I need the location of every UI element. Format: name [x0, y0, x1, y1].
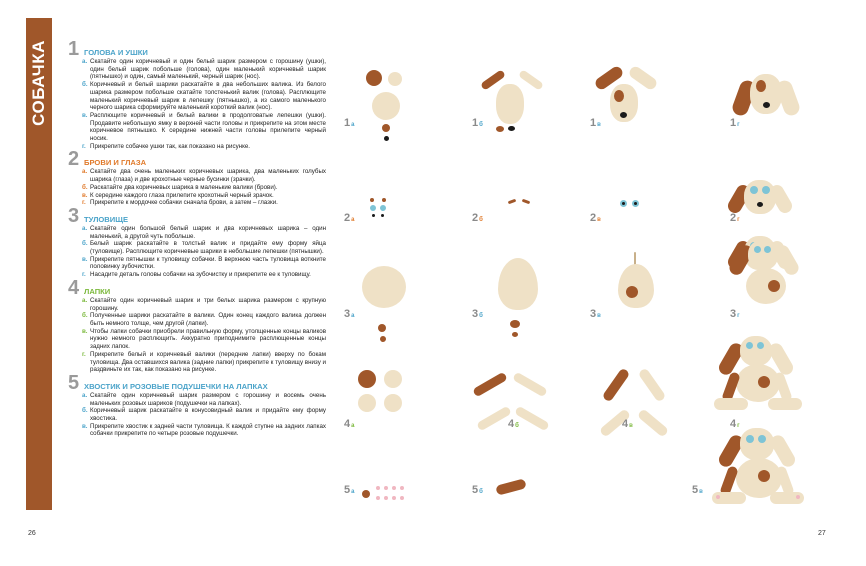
step-letter: г.	[82, 142, 86, 150]
step-text: Скатайте один коричневый и один белый шарик размером с горошину (ушки), один белый шарик побольше (голова), один маленький коричневый шарик (пятнышко) и один, самый маленький, черный шарик (нос).	[90, 58, 326, 81]
step-label-4g: 4г	[730, 418, 740, 430]
step-text: Прикрепите хвостик к задней части туловища. К каждой ступне на задних лапках собачки прикрепите по четыре розовые подушечки.	[90, 422, 326, 438]
step-letter: а.	[82, 168, 88, 176]
figure-1g	[736, 62, 816, 142]
section-heading	[68, 276, 326, 299]
section-number: 1	[68, 38, 80, 60]
figure-5v	[710, 428, 810, 512]
section-2	[68, 150, 326, 207]
instruction-step	[82, 112, 326, 143]
step-label-1g: 1г	[730, 117, 740, 129]
instruction-step	[82, 271, 326, 279]
page-number-right: 27	[818, 530, 826, 537]
instruction-step	[82, 392, 326, 407]
page-title: СОБАЧКА	[29, 40, 49, 126]
step-letter: б.	[82, 81, 88, 89]
instruction-step	[82, 168, 326, 183]
figure-2b	[508, 198, 548, 210]
figure-3a	[358, 266, 418, 346]
step-text: Полученные шарики раскатайте в валики. Один конец каждого валика должен быть немного толще, чем другой (лапки).	[90, 312, 326, 327]
section-heading	[68, 40, 326, 58]
step-letter: б.	[82, 407, 88, 415]
figure-5b	[494, 476, 534, 500]
step-text: Прикрепите пятнышки к туловищу собачки. В верхнюю часть туловища воткните половинку зубочистки.	[90, 255, 326, 271]
step-label-2v: 2в	[590, 212, 601, 224]
section-5	[68, 371, 326, 438]
step-text: Расплющите коричневый и белый валики в продолговатые лепешки (ушки). Продавите небольшую ямку в верхней части головы и прикрепите на этом месте коричневое пятнышко. К середине нижней части головы прилепите черный носик.	[90, 111, 326, 143]
instruction-step	[82, 192, 326, 200]
figure-4g	[712, 336, 808, 418]
step-letter: б.	[82, 312, 88, 320]
figure-5a	[362, 486, 412, 506]
step-letter: а.	[82, 391, 88, 399]
figure-1v	[592, 60, 672, 140]
step-letter: а.	[82, 224, 88, 232]
figure-3g	[728, 240, 812, 306]
step-text: Прикрепите к мордочке собачки сначала брови, а затем – глазки.	[90, 199, 278, 207]
step-letter: г.	[82, 199, 86, 207]
step-text: Насадите деталь головы собачки на зубочистку и прикрепите ее к туловищу.	[90, 271, 311, 279]
step-letter: б.	[82, 183, 88, 191]
section-heading	[68, 204, 326, 227]
figure-2g-top	[732, 176, 796, 226]
step-text: Белый шарик раскатайте в толстый валик и придайте ему форму яйца (туловище). Расплющите коричневые шарики в небольшие лепешки (пятнышки).	[90, 240, 326, 256]
step-label-5v: 5в	[692, 484, 703, 496]
step-letter: б.	[82, 240, 88, 248]
step-label-5b: 5б	[472, 484, 483, 496]
step-text: Скатайте один большой белый шарик и два коричневых шарика – один маленький, а другой чуть побольше.	[90, 224, 326, 240]
instructions	[68, 40, 326, 438]
step-label-2b: 2б	[472, 212, 483, 224]
step-text: Скатайте один коричневый шарик и три белых шарика размером с крупную горошину.	[90, 296, 326, 312]
step-letter: а.	[82, 58, 88, 65]
instruction-step	[82, 58, 326, 81]
instruction-step	[82, 240, 326, 255]
section-heading	[68, 371, 326, 394]
figure-1a	[360, 66, 420, 146]
instruction-step	[82, 328, 326, 351]
step-label-3g: 3г	[730, 308, 740, 320]
step-label-1v: 1в	[590, 117, 601, 129]
step-label-1b: 1б	[472, 117, 483, 129]
section-number: 4	[68, 276, 80, 299]
step-letter: в.	[82, 111, 88, 119]
section-title: БРОВИ И ГЛАЗА	[84, 158, 147, 168]
step-text: Раскатайте два коричневых шарика в маленькие валики (брови).	[90, 183, 278, 191]
section-number: 2	[68, 148, 80, 171]
section-4	[68, 276, 326, 374]
section-heading	[68, 148, 326, 171]
section-1	[68, 40, 326, 150]
instruction-step	[82, 225, 326, 240]
step-text: Коричневый и белый шарики раскатайте в два небольших валика. Из белого шарика размером побольше скатайте толстенький валик (голова). Расплющите маленький коричневый шарик в лепешку (пятнышко), а из самого маленького черного шарика сформируйте маленький короткий валик (нос).	[90, 81, 326, 112]
section-3	[68, 204, 326, 279]
step-letter: г.	[82, 271, 86, 279]
step-label-2a: 2а	[344, 212, 355, 224]
step-letter: в.	[82, 255, 88, 263]
instruction-step	[82, 143, 326, 151]
step-label-3b: 3б	[472, 308, 483, 320]
instruction-step	[82, 256, 326, 271]
step-label-2g: 2г	[730, 212, 740, 224]
figure-4v	[596, 360, 676, 440]
section-number: 5	[68, 371, 80, 394]
step-label-4b: 4б	[508, 418, 519, 430]
step-label-5a: 5а	[344, 484, 355, 496]
section-title: ЛАПКИ	[84, 286, 111, 296]
instruction-step	[82, 297, 326, 312]
step-letter: в.	[82, 327, 88, 335]
instruction-step	[82, 199, 326, 207]
figure-2a	[366, 198, 406, 222]
step-label-1a: 1а	[344, 117, 355, 129]
step-text: Скатайте два очень маленьких коричневых шарика, два маленьких голубых шарика (глаза) и две крохотные черные бусинки (зрачки).	[90, 168, 326, 184]
figure-3b	[494, 258, 554, 348]
figure-3v	[612, 252, 672, 312]
instruction-step	[82, 407, 326, 422]
figure-1b	[478, 66, 558, 146]
figure-4a	[356, 368, 416, 418]
step-label-3a: 3а	[344, 308, 355, 320]
section-number: 3	[68, 204, 80, 227]
step-text: Прикрепите белый и коричневый валики (передние лапки) вверху по бокам туловища. Два оставшихся валика (задние лапки) прикрепите к туловищу внизу и раздвиньте их так, как показано на рисунке.	[90, 350, 326, 374]
instruction-step	[82, 351, 326, 374]
step-text: Коричневый шарик раскатайте в конусовидный валик и придайте ему форму хвостика.	[90, 407, 326, 423]
step-letter: а.	[82, 296, 88, 304]
section-title: ХВОСТИК И РОЗОВЫЕ ПОДУШЕЧКИ НА ЛАПКАХ	[84, 381, 268, 391]
instruction-step	[82, 312, 326, 327]
step-text: Чтобы лапки собачки приобрели правильную форму, утолщенные концы валиков нужно немного расплющить. Аккуратно приподнимите расплющенные концы задних лапок.	[90, 327, 326, 351]
page-number-left: 26	[28, 530, 36, 537]
step-text: Прикрепите собачке ушки так, как показано на рисунке.	[90, 142, 251, 150]
step-letter: в.	[82, 422, 88, 430]
instruction-step	[82, 81, 326, 112]
step-letter: в.	[82, 191, 88, 199]
instruction-step	[82, 184, 326, 192]
section-title: ГОЛОВА И УШКИ	[84, 48, 148, 57]
step-letter: г.	[82, 350, 86, 358]
instruction-step	[82, 423, 326, 438]
step-text: К середине каждого глаза прилепите крохотный черный зрачок.	[90, 191, 274, 199]
step-label-4v: 4в	[622, 418, 633, 430]
step-label-4a: 4а	[344, 418, 355, 430]
section-title: ТУЛОВИЩЕ	[84, 214, 129, 224]
figure-2v	[620, 200, 660, 212]
step-label-3v: 3в	[590, 308, 601, 320]
step-text: Скатайте один коричневый шарик размером с горошину и восемь очень маленьких розовых шариков (подушечки на лапках).	[90, 391, 326, 407]
